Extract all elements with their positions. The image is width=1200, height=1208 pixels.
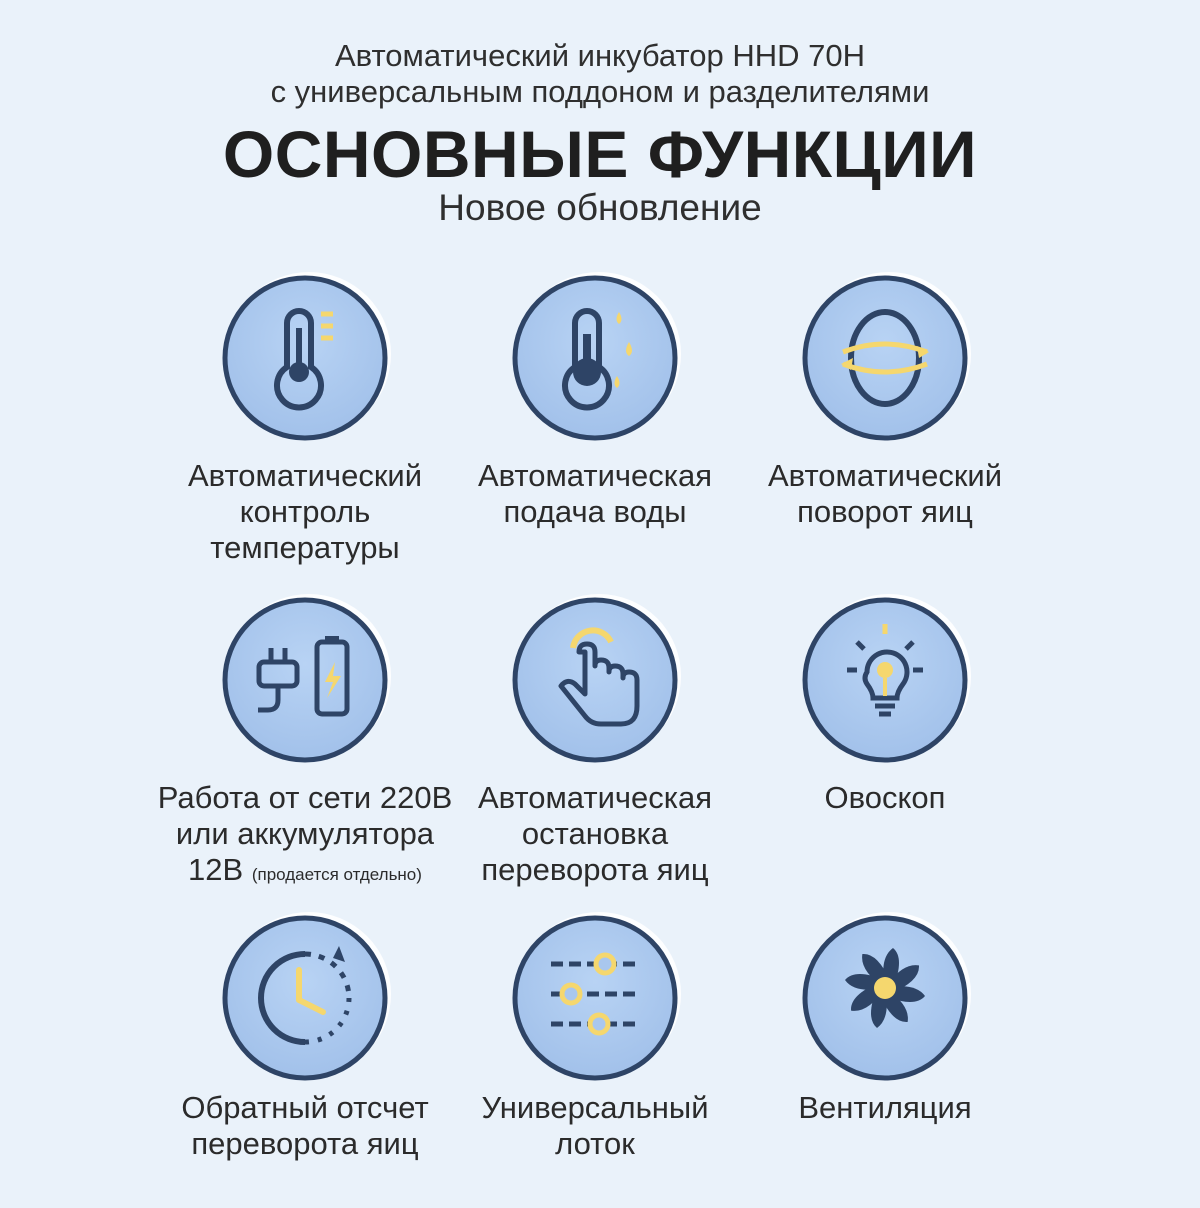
feature-ventilation	[720, 908, 1050, 1208]
sliders-icon	[505, 908, 685, 1088]
product-name-line: Автоматический инкубатор HHD 70H	[334, 38, 866, 73]
feature-label: Автоматический контроль температуры	[187, 458, 423, 565]
egg-rotation-icon	[795, 268, 975, 448]
feature-temperature-control	[140, 268, 470, 568]
hand-tap-icon	[505, 590, 685, 770]
plug-battery-icon	[215, 590, 395, 770]
feature-label: Автоматический поворот яиц	[767, 458, 1003, 529]
fan-icon	[795, 908, 975, 1088]
feature-power-source	[140, 590, 470, 890]
feature-turning-countdown	[140, 908, 470, 1208]
feature-egg-turning	[720, 268, 1050, 568]
feature-label: Работа от сети 220В или аккумулятора 12В (продается отдельно)	[157, 780, 453, 887]
page-subtitle: Новое обновление	[438, 187, 762, 228]
page-title: ОСНОВНЫЕ ФУНКЦИИ	[222, 117, 978, 191]
countdown-clock-icon	[215, 908, 395, 1088]
feature-label: Обратный отсчет переворота яиц	[181, 1090, 429, 1161]
feature-label: Автоматическая остановка переворота яиц	[477, 780, 713, 887]
feature-water-supply	[430, 268, 760, 568]
thermometer-water-drops-icon	[505, 268, 685, 448]
feature-ovoscope	[720, 590, 1050, 890]
feature-label: Автоматическая подача воды	[477, 458, 713, 529]
feature-universal-tray	[430, 908, 760, 1208]
feature-label: Универсальный лоток	[481, 1090, 709, 1161]
feature-auto-stop-turning	[430, 590, 760, 890]
product-description-line: с универсальным поддоном и разделителями	[270, 74, 930, 109]
light-bulb-icon	[795, 590, 975, 770]
thermometer-icon	[215, 268, 395, 448]
feature-label: Овоскоп	[824, 780, 946, 815]
feature-label: Вентиляция	[798, 1090, 972, 1125]
